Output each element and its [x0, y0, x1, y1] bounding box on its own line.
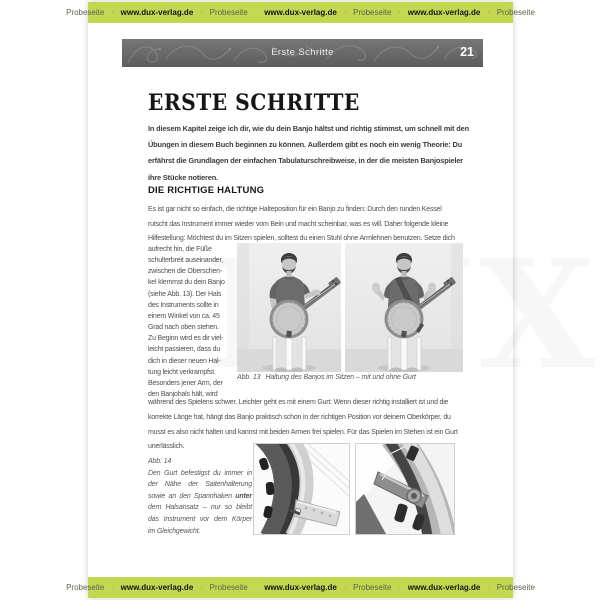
text-line: rutscht das Instrument immer wieder vom Bein und macht scheinbar, was es will. Daher folgende kleine — [148, 220, 449, 228]
figure-13-caption — [237, 374, 416, 381]
section-heading: DIE RICHTIGE HALTUNG — [148, 185, 265, 196]
text-line: Hilfestellung: Möchtest du im Sitzen spielen, solltest du einen Stuhl ohne Armlehnen benutzen. Setze dich — [148, 235, 455, 243]
separator-dot: · — [111, 584, 114, 591]
bold-word-unter: unter — [235, 492, 252, 500]
separator-dot: · — [487, 9, 490, 16]
separator-dot: · — [254, 9, 258, 16]
publisher-url-text: www.dux-verlag.de — [264, 8, 337, 17]
text-line: erfährst die Grundlagen der einfachen Tabulaturschreibweise, in der die meisten Banjospieler — [148, 156, 464, 166]
text-line: dich in dieser neuen Hal- — [148, 357, 221, 365]
text-line: Besonders jener Arm, der — [148, 379, 223, 387]
probeseite-label: Probeseite — [66, 8, 105, 17]
page-number: 21 — [460, 45, 474, 59]
figure-13-caption-text: Haltung des Banjos im Sitzen – mit und ohne Gurt — [265, 374, 416, 381]
text-line: In diesem Kapitel zeige ich dir, wie du dein Banjo hältst und richtig stimmst, um schnell mit den — [148, 124, 469, 133]
text-line: des Instruments sollte in — [148, 301, 219, 309]
probeseite-label: Probeseite — [209, 8, 248, 17]
chapter-title: Erste Schritte — [271, 47, 334, 58]
separator-dot: · — [398, 9, 401, 16]
text-line: leicht passieren, dass du — [148, 346, 221, 354]
separator-dot: · — [111, 9, 114, 16]
text-line: Es ist gar nicht so einfach, die richtige Halteposition für ein Banjo zu finden: Durch den runden Kessel — [148, 206, 442, 213]
photo-strap-attachment-bracket — [355, 443, 455, 535]
publisher-url-text: www.dux-verlag.de — [120, 8, 194, 17]
text-line: zwischen die Oberschen- — [148, 268, 222, 276]
text-line: Übungen in diesem Buch beginnen zu können. Außerdem gibt es noch ein wenig Theorie: Du — [148, 140, 463, 150]
text-line: tung leicht verkrampfst. — [148, 368, 216, 376]
photo-strap-attachment-tailpiece — [253, 443, 350, 535]
text-line: unerlässlich. — [148, 443, 185, 451]
text-line: einem Winkel von ca. 45 — [148, 312, 220, 320]
separator-dot: · — [487, 584, 490, 591]
text-line: schulterbreit auseinander, — [148, 257, 223, 265]
probeseite-banner-bottom — [66, 577, 535, 598]
intro-paragraph — [148, 121, 469, 186]
text-line: (siehe Abb. 13). Der Hals — [148, 290, 222, 298]
book-preview-page — [66, 2, 535, 598]
publisher-url-text: www.dux-verlag.de — [407, 8, 481, 17]
figure-13-label: Abb. 13 — [237, 374, 261, 381]
paragraph-posture-wide — [148, 203, 455, 247]
probeseite-label: Probeseite — [353, 583, 392, 592]
publisher-url-text: www.dux-verlag.de — [120, 583, 194, 592]
text-line: ihre Stücke notieren. — [148, 172, 218, 182]
publisher-url-text: www.dux-verlag.de — [407, 583, 481, 592]
probeseite-banner-top — [66, 2, 535, 23]
text-line: musst es also nicht halten und kannst mit beiden Armen frei spielen. Für das Spielen im Stehen ist ein Gurt — [148, 428, 458, 436]
text-line: Grad nach oben stehen. — [148, 324, 219, 332]
figure-14-caption-block: Abb. 14 Den Gurt befestigst du immer in der Nähe der Saitenhalterung sowie an den Spannhaken unter dem Halsansatz – nur so bleibt das Instrument vor dem Körper im Gleichgewicht. — [148, 458, 252, 535]
page-title: ERSTE SCHRITTE — [148, 90, 360, 116]
publisher-url-text: www.dux-verlag.de — [264, 583, 337, 592]
text-line: Zu Beginn wird es dir viel- — [148, 335, 224, 343]
chapter-header-bar — [122, 39, 483, 67]
paragraph-posture-narrow-column — [148, 244, 234, 400]
photo-sitting-with-strap — [345, 243, 463, 372]
separator-dot: · — [254, 584, 258, 591]
probeseite-label: Probeseite — [496, 583, 535, 592]
separator-dot: · — [200, 584, 203, 591]
photo-sitting-without-strap — [237, 243, 341, 372]
text-line: während des Spielens schwer. Leichter geht es mit einem Gurt: Wenn dieser richtig installiert ist und die — [148, 399, 449, 406]
separator-dot: · — [398, 584, 401, 591]
text-line: kel klemmst du dein Banjo — [148, 279, 225, 287]
separator-dot: · — [200, 9, 203, 16]
probeseite-label: Probeseite — [66, 583, 105, 592]
probeseite-label: Probeseite — [496, 8, 535, 17]
text-line: den Banjohals hält, wird — [148, 391, 218, 399]
separator-dot: · — [343, 584, 347, 591]
text-line: aufrecht hin, die Füße — [148, 246, 212, 253]
separator-dot: · — [343, 9, 347, 16]
text-line: korrekte Länge hat, hängt das Banjo praktisch schon in der richtigen Position vor deinem Oberkörper, du — [148, 413, 451, 421]
probeseite-label: Probeseite — [209, 583, 248, 592]
figure-14-label: Abb. 14 — [148, 458, 172, 465]
probeseite-label: Probeseite — [353, 8, 392, 17]
